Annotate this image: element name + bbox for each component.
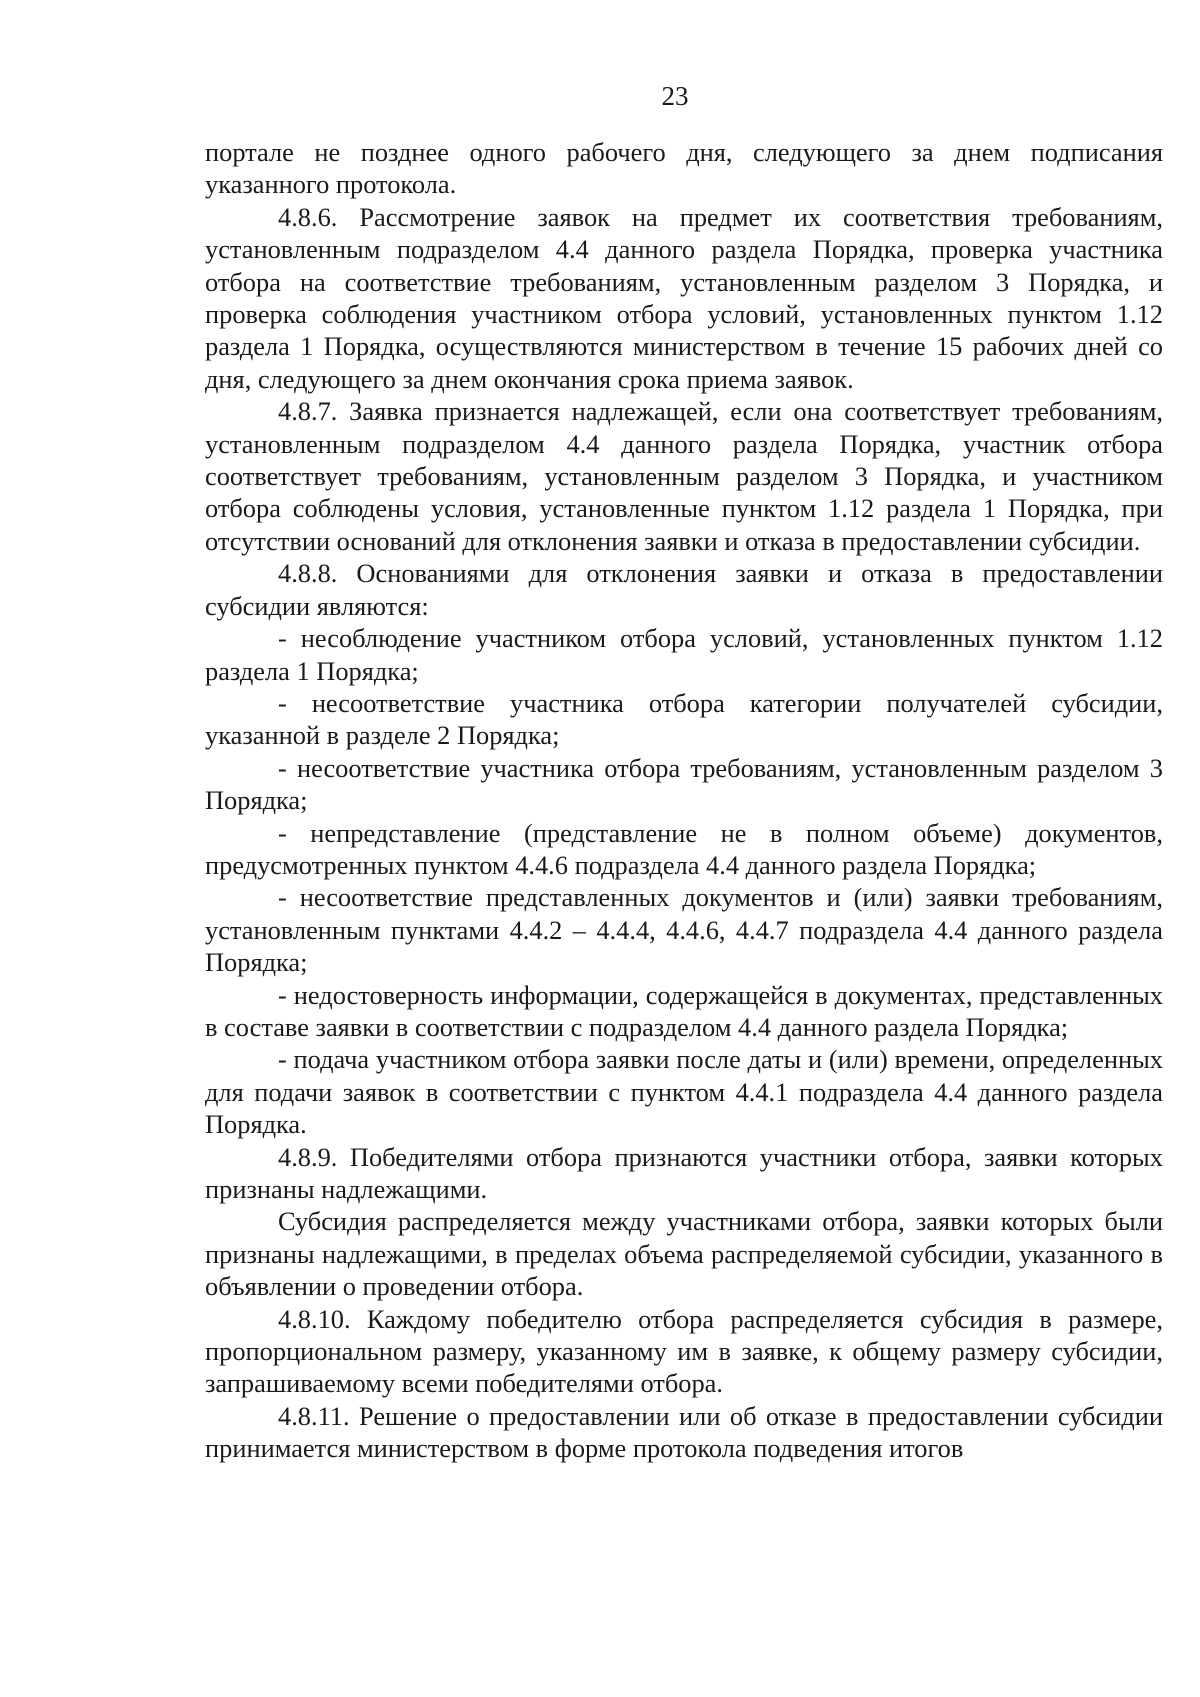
- list-item: - несоответствие представленных документов и (или) заявки требованиям, установленным пунктами 4.4.2 – 4.4.4, 4.4.6, 4.4.7 подраздела 4.4 данного раздела Порядка;: [205, 882, 1163, 978]
- list-item: - несоблюдение участником отбора условий, установленных пунктом 1.12 раздела 1 Порядка;: [205, 623, 1163, 686]
- list-item: - недостоверность информации, содержащейся в документах, представленных в составе заявки в соответствии с подразделом 4.4 данного раздела Порядка;: [205, 979, 1163, 1042]
- page-number: 23: [661, 81, 689, 111]
- paragraph-4-8-11: 4.8.11. Решение о предоставлении или об отказе в предоставлении субсидии принимается министерством в форме протокола подведения итогов: [205, 1400, 1163, 1464]
- list-item: - несоответствие участника отбора категории получателей субсидии, указанной в разделе 2 Порядка;: [205, 687, 1163, 751]
- paragraph-4-8-8: 4.8.8. Основаниями для отклонения заявки и отказа в предоставлении субсидии являются:: [205, 558, 1163, 621]
- paragraph-subsidy-distribution: Субсидия распределяется между участниками отбора, заявки которых были признаны надлежащими, в пределах объема распределяемой субсидии, указанного в объявлении о проведении отбора.: [205, 1206, 1163, 1302]
- document-body: [205, 136, 1163, 1465]
- paragraph-4-8-10: 4.8.10. Каждому победителю отбора распределяется субсидия в размере, пропорциональном размеру, указанному им в заявке, к общему размеру субсидии, запрашиваемому всеми победителями отбора.: [205, 1303, 1163, 1399]
- paragraph-4-8-6: 4.8.6. Рассмотрение заявок на предмет их соответствия требованиям, установленным подразделом 4.4 данного раздела Порядка, проверка участника отбора на соответствие требованиям, установленным разделом 3 Порядка, и проверка соблюдения участником отбора условий, установленных пунктом 1.12 раздела 1 Порядка, осуществляются министерством в течение 15 рабочих дней со дня, следующего за днем окончания срока приема заявок.: [205, 201, 1163, 394]
- paragraph-4-8-9: 4.8.9. Победителями отбора признаются участники отбора, заявки которых признаны надлежащими.: [205, 1141, 1163, 1204]
- list-item: - подача участником отбора заявки после даты и (или) времени, определенных для подачи заявок в соответствии с пунктом 4.4.1 подраздела 4.4 данного раздела Порядка.: [205, 1044, 1163, 1140]
- list-item: - несоответствие участника отбора требованиям, установленным разделом 3 Порядка;: [205, 752, 1163, 816]
- paragraph-4-8-7: 4.8.7. Заявка признается надлежащей, если она соответствует требованиям, установленным подразделом 4.4 данного раздела Порядка, участник отбора соответствует требованиям, установленным разделом 3 Порядка, и участником отбора соблюдены условия, установленные пунктом 1.12 раздела 1 Порядка, при отсутствии оснований для отклонения заявки и отказа в предоставлении субсидии.: [205, 396, 1163, 556]
- paragraph-continuation: портале не позднее одного рабочего дня, следующего за днем подписания указанного протокола.: [205, 137, 1163, 200]
- list-item: - непредставление (представление не в полном объеме) документов, предусмотренных пунктом 4.4.6 подраздела 4.4 данного раздела Порядка;: [205, 817, 1163, 880]
